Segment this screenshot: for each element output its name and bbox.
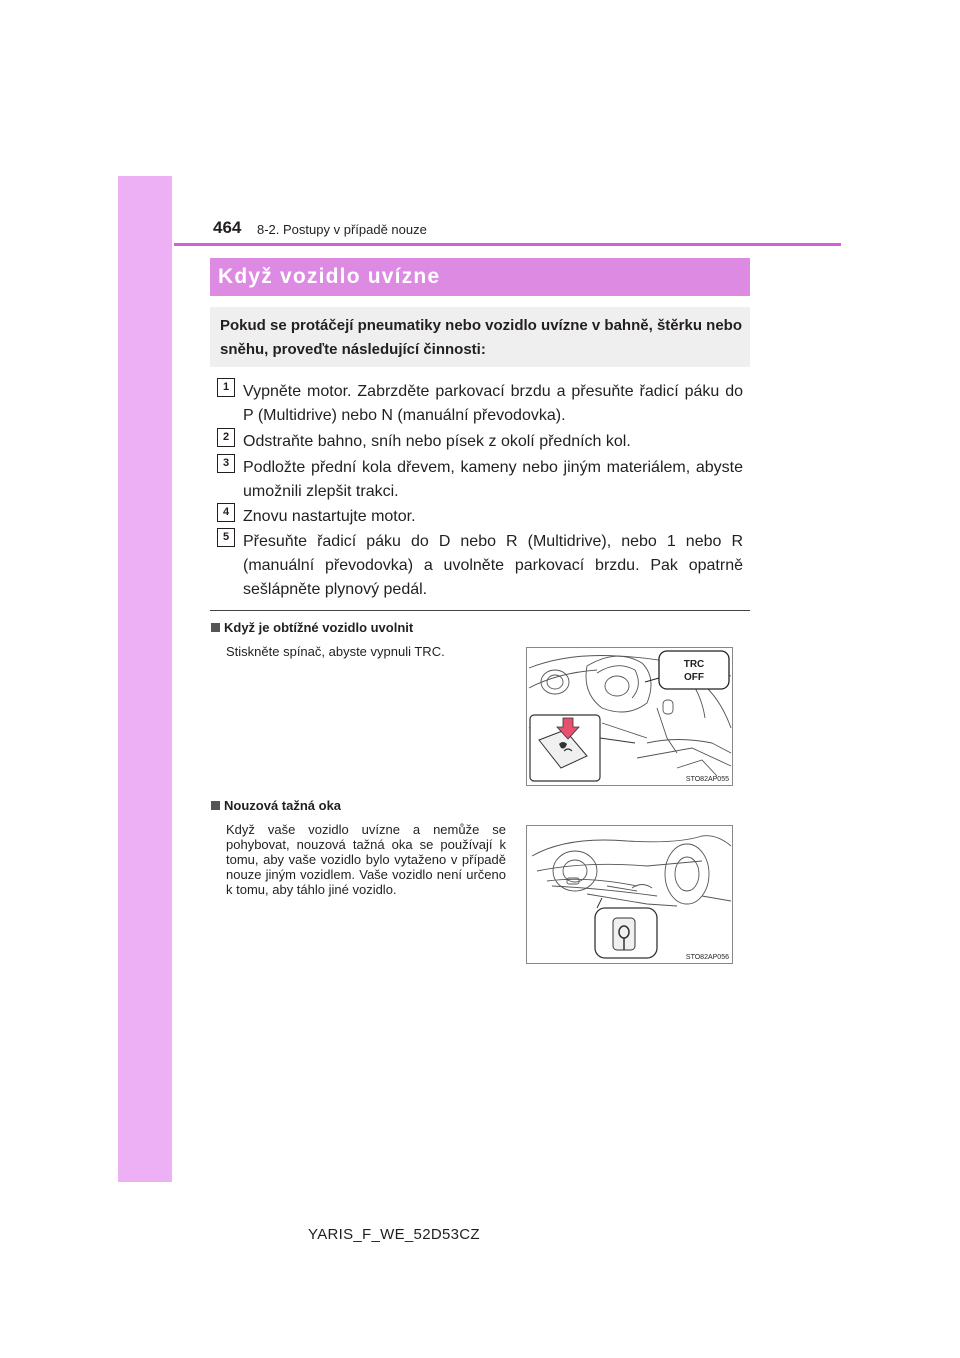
step-1 xyxy=(217,380,743,428)
dashboard-illustration xyxy=(527,648,732,785)
step-2 xyxy=(217,430,743,454)
subsection-text-tow: Když vaše vozidlo uvízne a nemůže se pohybovat, nouzová tažná oka se používají k tomu, aby vaše vozidlo bylo vytaženo v případě nouze jiným vozidlem. Vaše vozidlo není určeno k tomu, aby táhlo jiné vozidlo. xyxy=(226,822,506,897)
step-text: Podložte přední kola dřevem, kameny nebo jiným materiálem, abyste umožnili zlepšit trakci. xyxy=(243,459,743,500)
section-title: 8-2. Postupy v případě nouze xyxy=(257,222,427,237)
chapter-tab xyxy=(118,176,172,1182)
tow-eye-figure xyxy=(526,825,733,964)
bullet-square-icon xyxy=(211,801,220,810)
figure-code: STO82AP055 xyxy=(685,776,729,783)
subsection-text-trc: Stiskněte spínač, abyste vypnuli TRC. xyxy=(226,644,445,659)
step-text: Přesuňte řadicí páku do D nebo R (Multidrive), nebo 1 nebo R (manuální převodovka) a uvolněte parkovací brzdu. Pak opatrně sešlápněte plynový pedál. xyxy=(243,533,743,598)
step-5 xyxy=(217,530,743,602)
trc-label-line1: TRC xyxy=(683,659,705,670)
step-text: Odstraňte bahno, sníh nebo písek z okolí předních kol. xyxy=(243,433,631,450)
bullet-square-icon xyxy=(211,623,220,632)
figure-code: STO82AP056 xyxy=(685,954,729,961)
subsection-heading-tow: Nouzová tažná oka xyxy=(211,798,341,813)
intro-text: Pokud se protáčejí pneumatiky nebo vozidlo uvízne v bahně, štěrku nebo sněhu, proveďte následující činnosti: xyxy=(220,317,742,358)
step-number: 3 xyxy=(217,454,235,473)
page-number: 464 xyxy=(213,218,242,237)
step-text: Znovu nastartujte motor. xyxy=(243,508,416,525)
step-4 xyxy=(217,505,743,529)
subsection-heading-trc: Když je obtížné vozidlo uvolnit xyxy=(211,620,413,635)
step-number: 4 xyxy=(217,503,235,522)
document-footer: YARIS_F_WE_52D53CZ xyxy=(308,1226,480,1243)
step-number: 5 xyxy=(217,528,235,547)
tow-eye-icon xyxy=(613,918,635,950)
step-number: 1 xyxy=(217,378,235,397)
section-divider xyxy=(210,610,750,611)
step-number: 2 xyxy=(217,428,235,447)
intro-box xyxy=(210,307,750,367)
page-title: Když vozidlo uvízne xyxy=(210,258,750,296)
trc-label-line2: OFF xyxy=(684,672,704,683)
header-rule xyxy=(174,243,841,246)
trc-switch-figure xyxy=(526,647,733,786)
step-3 xyxy=(217,456,743,504)
step-text: Vypněte motor. Zabrzděte parkovací brzdu a přesuňte řadicí páku do P (Multidrive) nebo N (manuální převodovka). xyxy=(243,383,743,424)
car-underside-illustration xyxy=(527,826,732,963)
